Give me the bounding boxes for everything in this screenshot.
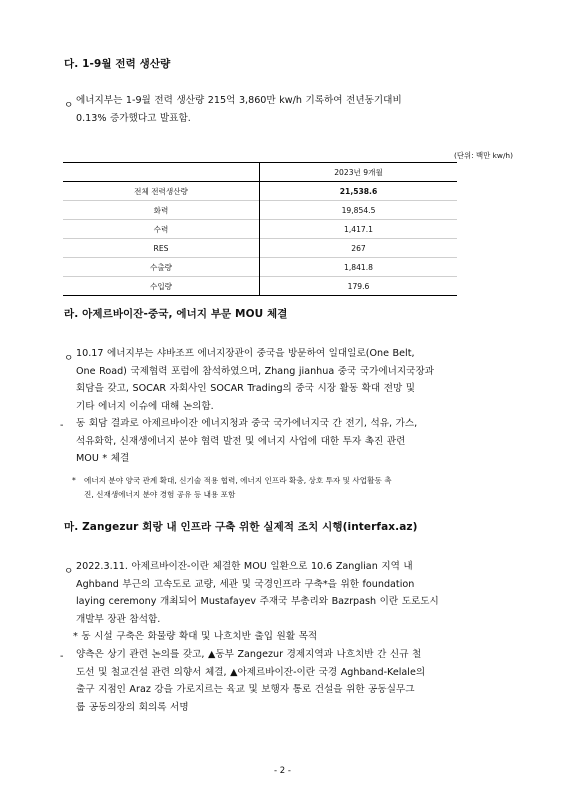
row-label: RES [63,239,260,258]
paragraph-zangezur-ceremony [76,558,516,628]
footnote-mou-contents [84,474,520,502]
power-production-table [63,162,457,296]
text-line: 에너지부는 1-9월 전력 생산량 215억 3,860만 kw/h 기록하여 전년동기대비 [76,95,402,106]
table-header-row [63,163,457,182]
dash-bullet: - [60,420,64,431]
table-row [63,201,457,220]
table-header-empty [63,163,260,182]
row-value: 1,841.8 [260,258,458,277]
text-line: laying ceremony 개최되어 Mustafayev 주재국 부총리와 Bazrpash 이란 도로도시 [76,596,439,607]
table-row [63,239,457,258]
page-number: - 2 - [274,766,291,776]
text-line: 진, 신재생에너지 분야 경험 공유 등 내용 포함 [84,490,236,499]
footnote-star: * [72,476,76,485]
text-line: 개발부 장관 참석함. [76,613,161,625]
row-label: 전체 전력생산량 [63,182,260,201]
bullet-circle: ㅇ [64,566,74,577]
text-line: MOU * 체결 [76,453,130,464]
row-label: 수력 [63,220,260,239]
paragraph-mou-result [76,415,516,468]
row-value: 1,417.1 [260,220,458,239]
row-value: 21,538.6 [260,182,458,201]
text-line: 동 회담 결과로 아제르바이잔 에너지청과 중국 국가에너지국 간 전기, 석유, 가스, [76,418,418,429]
row-label: 수출량 [63,258,260,277]
paragraph-power-production [76,92,516,127]
dash-bullet: - [60,651,64,662]
row-value: 179.6 [260,277,458,296]
text-line: 2022.3.11. 아제르바이잔-이란 체결한 MOU 일환으로 10.6 Zanglian 지역 내 [76,561,413,572]
section-heading-azerbaijan-china-mou: 라. 아제르바이잔-중국, 에너지 부문 MOU 체결 [64,308,288,320]
text-line: 도선 및 철교건설 관련 의향서 체결, ▲아제르바이잔-이란 국경 Aghband-Kelale의 [76,666,426,678]
table-row [63,277,457,296]
text-line: 에너지 분야 양국 관계 확대, 신기술 적용 협력, 에너지 인프라 확충, 상호 투자 및 사업활동 촉 [84,476,392,485]
text-line: 회담을 갖고, SOCAR 자회사인 SOCAR Trading의 중국 시장 활동 확대 전망 및 [76,383,416,394]
text-line: 양측은 상기 관련 논의를 갖고, ▲동부 Zangezur 경제지역과 나흐치반 간 신규 철 [76,649,422,660]
table-row [63,258,457,277]
text-line: 10.17 에너지부는 샤바조프 에너지장관이 중국을 방문하여 일대일로(One Belt, [76,348,415,359]
text-line: Aghband 부근의 고속도로 교량, 세관 및 국경인프라 구축*을 위한 foundation [76,578,415,590]
text-line: 기타 에너지 이슈에 대해 논의함. [76,400,214,412]
paragraph-mou-meeting [76,345,516,415]
section-heading-power-production: 다. 1-9월 전력 생산량 [64,58,171,70]
table-column-header: 2023년 9개월 [260,163,458,182]
text-line: 룹 공동의장의 회의록 서명 [76,701,189,713]
table-row [63,182,457,201]
text-line: One Road) 국제협력 포럼에 참석하였으며, Zhang jianhua 중국 국가에너지국장과 [76,365,434,377]
bullet-circle: ㅇ [64,100,74,111]
row-value: 267 [260,239,458,258]
table-row [63,220,457,239]
note-zangezur-purpose: * 동 시설 구축은 화물량 확대 및 나흐치반 출입 원활 목적 [73,631,318,642]
text-line: 석유화학, 신재생에너지 분야 협력 발전 및 에너지 사업에 대한 투자 촉진 관련 [76,435,406,447]
bullet-circle: ㅇ [64,353,74,364]
table-unit-label: (단위: 백만 kw/h) [453,151,513,160]
section-heading-zangezur-corridor: 마. Zangezur 회랑 내 인프라 구축 위한 실제적 조치 시행(interfax.az) [64,521,418,533]
row-value: 19,854.5 [260,201,458,220]
row-label: 화력 [63,201,260,220]
text-line: 출구 지점인 Araz 강을 가로지르는 육교 및 보행자 통로 건설을 위한 공동실무그 [76,684,415,695]
paragraph-zangezur-agreements [76,646,516,716]
text-line: 0.13% 증가했다고 발표함. [76,112,191,124]
row-label: 수입량 [63,277,260,296]
